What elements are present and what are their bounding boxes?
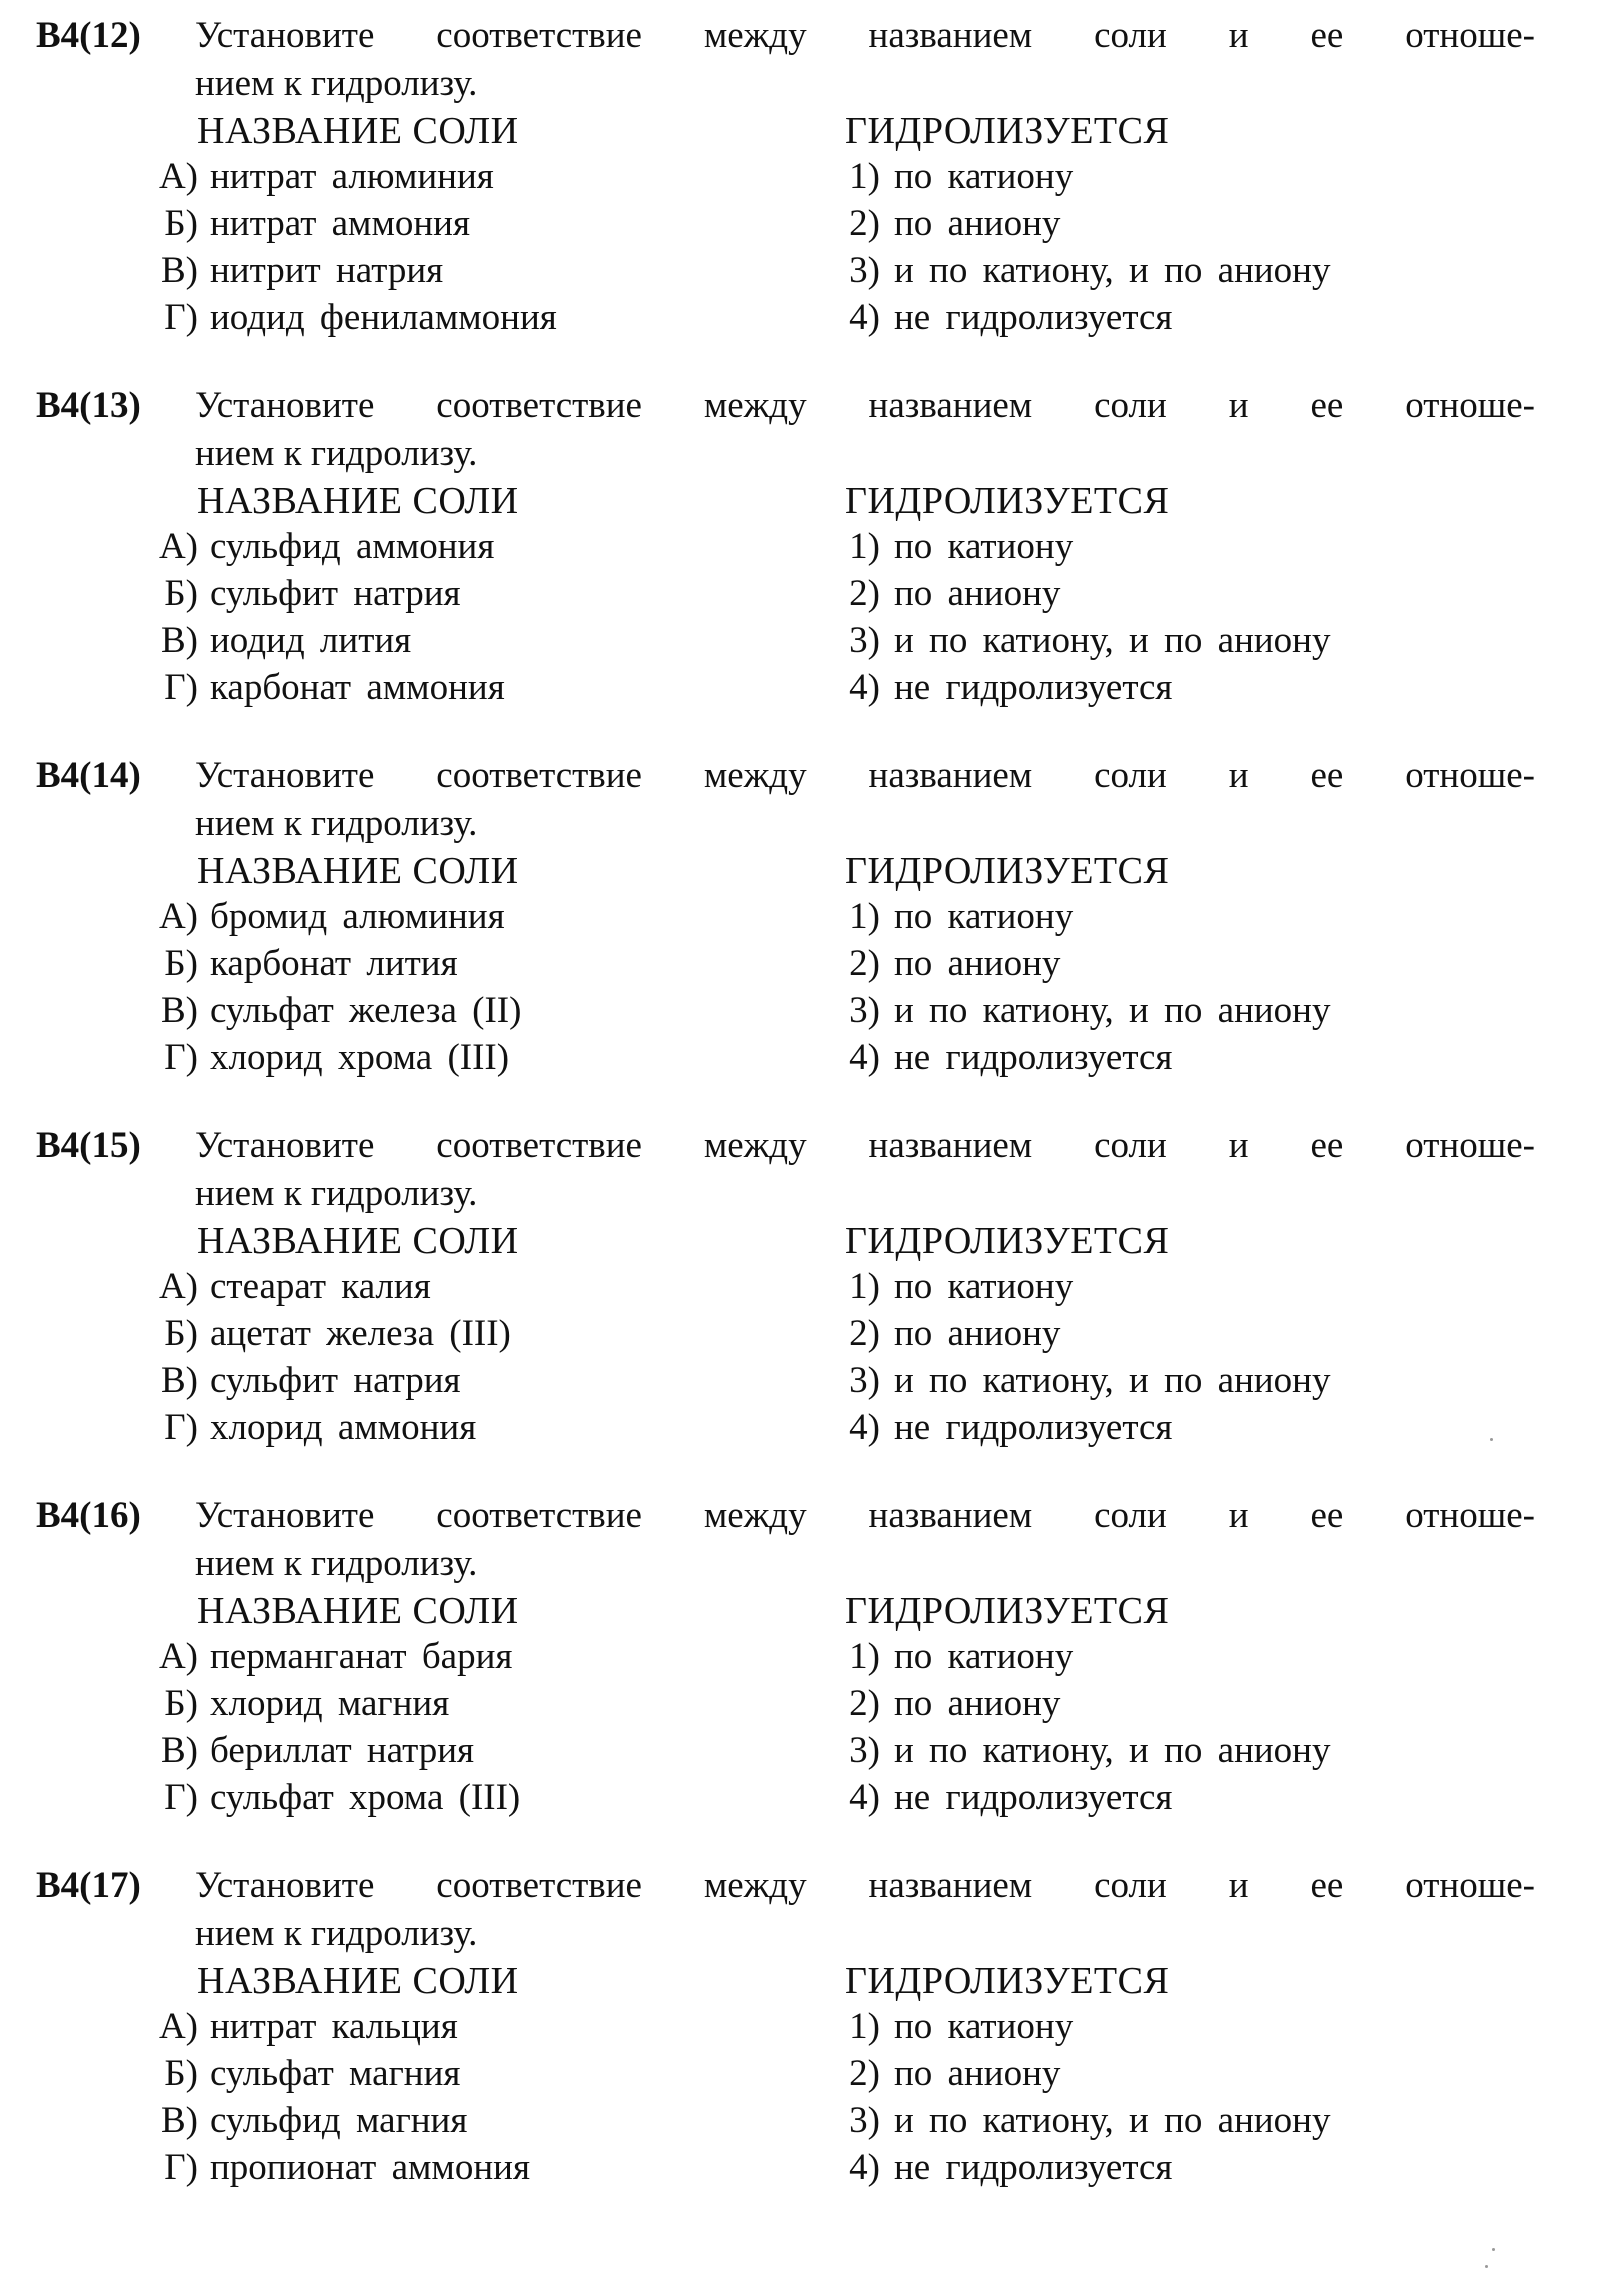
- statement-word: между: [703, 1865, 807, 1906]
- salt-name: сульфит натрия: [210, 573, 461, 614]
- statement-word: Установите: [195, 15, 375, 56]
- task-statement: [195, 1862, 1535, 1958]
- salt-name-column-header: НАЗВАНИЕ СОЛИ: [197, 480, 519, 522]
- task-statement-line-2: нием к гидролизу.: [195, 1173, 478, 1214]
- task-statement: [195, 1492, 1535, 1588]
- hydrolysis-option: [780, 1633, 1073, 1680]
- task-statement-line-2: нием к гидролизу.: [195, 1913, 478, 1954]
- salt-name-column-header: НАЗВАНИЕ СОЛИ: [197, 1220, 519, 1262]
- task-block: [0, 0, 1599, 372]
- hydrolysis-option: [780, 570, 1060, 617]
- option-number: 1): [849, 896, 880, 937]
- salt-name: стеарат калия: [210, 1266, 431, 1307]
- statement-word: соответствие: [436, 15, 642, 56]
- hydrolysis-option: [780, 2097, 1330, 2144]
- salt-option: [128, 294, 557, 341]
- option-letter: В): [161, 2100, 198, 2141]
- salt-option: [128, 1034, 509, 1081]
- salt-option: [128, 1727, 474, 1774]
- statement-word: и: [1228, 15, 1249, 56]
- task-block: [0, 370, 1599, 742]
- statement-word: отноше-: [1405, 1125, 1535, 1166]
- salt-option: [128, 200, 470, 247]
- task-block: [0, 1110, 1599, 1482]
- option-number: 3): [849, 990, 880, 1031]
- task-statement: [195, 12, 1535, 108]
- option-number: 4): [849, 1777, 880, 1818]
- option-letter: Г): [164, 1777, 198, 1818]
- statement-word: названием: [868, 1495, 1033, 1536]
- statement-word: соответствие: [436, 1125, 642, 1166]
- hydrolysis-type: и по катиону, и по аниону: [894, 1360, 1331, 1401]
- option-letter: Б): [164, 2053, 198, 2094]
- hydrolysis-column-header: ГИДРОЛИЗУЕТСЯ: [845, 1220, 1170, 1262]
- statement-word: ее: [1310, 1125, 1344, 1166]
- hydrolysis-type: и по катиону, и по аниону: [894, 1730, 1331, 1771]
- salt-name: сульфид аммония: [210, 526, 495, 567]
- statement-word: между: [703, 1495, 807, 1536]
- hydrolysis-type: не гидролизуется: [894, 1777, 1173, 1818]
- hydrolysis-option: [780, 523, 1073, 570]
- hydrolysis-type: по катиону: [894, 526, 1074, 567]
- task-statement-line-1: [195, 382, 1535, 430]
- task-statement-line-2: нием к гидролизу.: [195, 63, 478, 104]
- salt-option: [128, 247, 443, 294]
- hydrolysis-type: по катиону: [894, 156, 1074, 197]
- salt-option: [128, 987, 521, 1034]
- hydrolysis-type: не гидролизуется: [894, 297, 1173, 338]
- task-statement-line-2: нием к гидролизу.: [195, 433, 478, 474]
- hydrolysis-option: [780, 247, 1330, 294]
- salt-name-column-header: НАЗВАНИЕ СОЛИ: [197, 1590, 519, 1632]
- option-letter: Б): [164, 1313, 198, 1354]
- option-letter: Б): [164, 203, 198, 244]
- hydrolysis-option: [780, 940, 1060, 987]
- hydrolysis-type: по катиону: [894, 896, 1074, 937]
- hydrolysis-type: и по катиону, и по аниону: [894, 990, 1331, 1031]
- option-letter: А): [158, 896, 198, 937]
- option-letter: А): [158, 526, 198, 567]
- hydrolysis-option: [780, 1404, 1172, 1451]
- option-number: 3): [849, 1360, 880, 1401]
- statement-word: между: [703, 755, 807, 796]
- statement-word: ее: [1310, 15, 1344, 56]
- statement-word: соли: [1094, 1865, 1167, 1906]
- statement-word: и: [1228, 755, 1249, 796]
- statement-word: между: [703, 1125, 807, 1166]
- statement-word: соли: [1094, 385, 1167, 426]
- statement-word: названием: [868, 1865, 1033, 1906]
- salt-option: [128, 2097, 467, 2144]
- task-block: [0, 1480, 1599, 1852]
- option-letter: Б): [164, 573, 198, 614]
- statement-word: названием: [868, 385, 1033, 426]
- task-statement-line-2: нием к гидролизу.: [195, 1543, 478, 1584]
- statement-word: названием: [868, 755, 1033, 796]
- statement-word: соответствие: [436, 755, 642, 796]
- option-letter: В): [161, 990, 198, 1031]
- task-number: B4(16): [36, 1495, 141, 1536]
- statement-word: ее: [1310, 385, 1344, 426]
- hydrolysis-option: [780, 1727, 1330, 1774]
- hydrolysis-option: [780, 987, 1330, 1034]
- hydrolysis-option: [780, 664, 1172, 711]
- option-number: 4): [849, 667, 880, 708]
- option-letter: А): [158, 2006, 198, 2047]
- salt-option: [128, 1633, 512, 1680]
- hydrolysis-option: [780, 617, 1330, 664]
- salt-option: [128, 1680, 449, 1727]
- salt-option: [128, 2050, 460, 2097]
- salt-name: иодид фениламмония: [210, 297, 557, 338]
- statement-word: ее: [1310, 1495, 1344, 1536]
- statement-word: соответствие: [436, 1865, 642, 1906]
- statement-word: между: [703, 15, 807, 56]
- option-number: 1): [849, 526, 880, 567]
- statement-word: отноше-: [1405, 1495, 1535, 1536]
- option-number: 1): [849, 2006, 880, 2047]
- option-letter: Г): [164, 1407, 198, 1448]
- salt-name: сульфат железа (II): [210, 990, 522, 1031]
- statement-word: названием: [868, 1125, 1033, 1166]
- task-number: B4(13): [36, 385, 141, 426]
- hydrolysis-type: и по катиону, и по аниону: [894, 250, 1331, 291]
- salt-option: [128, 617, 411, 664]
- hydrolysis-type: по аниону: [894, 1313, 1061, 1354]
- hydrolysis-type: по катиону: [894, 1636, 1074, 1677]
- salt-option: [128, 153, 494, 200]
- statement-word: и: [1228, 1495, 1249, 1536]
- salt-option: [128, 893, 505, 940]
- salt-option: [128, 2144, 530, 2191]
- hydrolysis-type: не гидролизуется: [894, 667, 1173, 708]
- salt-name: сульфат магния: [210, 2053, 461, 2094]
- task-statement-line-1: [195, 1492, 1535, 1540]
- salt-name: хлорид магния: [210, 1683, 450, 1724]
- hydrolysis-option: [780, 153, 1073, 200]
- salt-name: иодид лития: [210, 620, 412, 661]
- statement-word: Установите: [195, 755, 375, 796]
- option-number: 2): [849, 2053, 880, 2094]
- option-letter: А): [158, 1636, 198, 1677]
- task-statement-line-1: [195, 12, 1535, 60]
- statement-word: Установите: [195, 1125, 375, 1166]
- salt-option: [128, 1774, 520, 1821]
- salt-name: хлорид хрома (III): [210, 1037, 510, 1078]
- statement-word: Установите: [195, 1865, 375, 1906]
- hydrolysis-type: не гидролизуется: [894, 2147, 1173, 2188]
- hydrolysis-option: [780, 200, 1060, 247]
- salt-name: сульфат хрома (III): [210, 1777, 521, 1818]
- salt-option: [128, 2003, 458, 2050]
- salt-name: пропионат аммония: [210, 2147, 530, 2188]
- task-statement-line-1: [195, 1862, 1535, 1910]
- option-number: 3): [849, 620, 880, 661]
- statement-word: Установите: [195, 1495, 375, 1536]
- hydrolysis-type: по аниону: [894, 943, 1061, 984]
- task-number: B4(15): [36, 1125, 141, 1166]
- option-number: 4): [849, 297, 880, 338]
- option-number: 3): [849, 2100, 880, 2141]
- salt-name-column-header: НАЗВАНИЕ СОЛИ: [197, 1960, 519, 2002]
- hydrolysis-type: по катиону: [894, 2006, 1074, 2047]
- task-number: B4(12): [36, 15, 141, 56]
- option-number: 4): [849, 2147, 880, 2188]
- option-number: 2): [849, 1313, 880, 1354]
- salt-name: нитрат кальция: [210, 2006, 458, 2047]
- option-letter: Г): [164, 1037, 198, 1078]
- task-block: [0, 1850, 1599, 2222]
- task-statement: [195, 382, 1535, 478]
- hydrolysis-type: по аниону: [894, 2053, 1061, 2094]
- option-letter: В): [161, 250, 198, 291]
- statement-word: ее: [1310, 1865, 1344, 1906]
- option-number: 1): [849, 1266, 880, 1307]
- statement-word: соответствие: [436, 1495, 642, 1536]
- option-letter: Г): [164, 2147, 198, 2188]
- salt-option: [128, 1263, 431, 1310]
- task-number: B4(17): [36, 1865, 141, 1906]
- statement-word: и: [1228, 1865, 1249, 1906]
- hydrolysis-option: [780, 1774, 1172, 1821]
- task-statement-line-2: нием к гидролизу.: [195, 803, 478, 844]
- option-number: 2): [849, 573, 880, 614]
- option-number: 2): [849, 943, 880, 984]
- salt-option: [128, 570, 461, 617]
- salt-name: перманганат бария: [210, 1636, 513, 1677]
- hydrolysis-column-header: ГИДРОЛИЗУЕТСЯ: [845, 850, 1170, 892]
- task-block: [0, 740, 1599, 1112]
- salt-name: нитрит натрия: [210, 250, 444, 291]
- option-letter: Б): [164, 943, 198, 984]
- hydrolysis-type: по катиону: [894, 1266, 1074, 1307]
- option-letter: А): [158, 1266, 198, 1307]
- scan-speck: [1490, 1438, 1493, 1441]
- statement-word: ее: [1310, 755, 1344, 796]
- statement-word: отноше-: [1405, 1865, 1535, 1906]
- salt-option: [128, 940, 458, 987]
- hydrolysis-type: по аниону: [894, 1683, 1061, 1724]
- statement-word: соли: [1094, 755, 1167, 796]
- hydrolysis-option: [780, 2144, 1172, 2191]
- statement-word: названием: [868, 15, 1033, 56]
- salt-option: [128, 664, 505, 711]
- statement-word: соли: [1094, 1125, 1167, 1166]
- task-statement-line-1: [195, 1122, 1535, 1170]
- task-statement-line-1: [195, 752, 1535, 800]
- scan-speck: [1485, 2265, 1488, 2268]
- task-statement: [195, 1122, 1535, 1218]
- statement-word: отноше-: [1405, 755, 1535, 796]
- hydrolysis-column-header: ГИДРОЛИЗУЕТСЯ: [845, 1960, 1170, 2002]
- statement-word: и: [1228, 385, 1249, 426]
- hydrolysis-option: [780, 1310, 1060, 1357]
- statement-word: соответствие: [436, 385, 642, 426]
- hydrolysis-type: по аниону: [894, 203, 1061, 244]
- option-letter: В): [161, 1360, 198, 1401]
- task-statement: [195, 752, 1535, 848]
- option-letter: В): [161, 620, 198, 661]
- task-number: B4(14): [36, 755, 141, 796]
- salt-name: карбонат лития: [210, 943, 458, 984]
- salt-name: хлорид аммония: [210, 1407, 477, 1448]
- salt-option: [128, 1404, 476, 1451]
- hydrolysis-type: и по катиону, и по аниону: [894, 620, 1331, 661]
- hydrolysis-column-header: ГИДРОЛИЗУЕТСЯ: [845, 480, 1170, 522]
- option-letter: Г): [164, 297, 198, 338]
- scan-speck: [1492, 2248, 1495, 2251]
- option-number: 1): [849, 1636, 880, 1677]
- option-number: 2): [849, 1683, 880, 1724]
- option-number: 4): [849, 1037, 880, 1078]
- hydrolysis-option: [780, 1680, 1060, 1727]
- hydrolysis-option: [780, 1357, 1330, 1404]
- salt-name: сульфид магния: [210, 2100, 468, 2141]
- salt-name-column-header: НАЗВАНИЕ СОЛИ: [197, 110, 519, 152]
- hydrolysis-option: [780, 1263, 1073, 1310]
- salt-name-column-header: НАЗВАНИЕ СОЛИ: [197, 850, 519, 892]
- option-letter: Г): [164, 667, 198, 708]
- option-number: 3): [849, 1730, 880, 1771]
- salt-name: бериллат натрия: [210, 1730, 475, 1771]
- salt-name: ацетат железа (III): [210, 1313, 511, 1354]
- salt-name: нитрат аммония: [210, 203, 470, 244]
- hydrolysis-type: и по катиону, и по аниону: [894, 2100, 1331, 2141]
- option-number: 1): [849, 156, 880, 197]
- salt-name: бромид алюминия: [210, 896, 505, 937]
- hydrolysis-column-header: ГИДРОЛИЗУЕТСЯ: [845, 110, 1170, 152]
- statement-word: Установите: [195, 385, 375, 426]
- option-number: 4): [849, 1407, 880, 1448]
- option-letter: В): [161, 1730, 198, 1771]
- statement-word: между: [703, 385, 807, 426]
- option-letter: А): [158, 156, 198, 197]
- hydrolysis-option: [780, 2003, 1073, 2050]
- hydrolysis-option: [780, 294, 1172, 341]
- hydrolysis-type: не гидролизуется: [894, 1037, 1173, 1078]
- salt-option: [128, 1310, 511, 1357]
- statement-word: и: [1228, 1125, 1249, 1166]
- salt-name: карбонат аммония: [210, 667, 505, 708]
- statement-word: отноше-: [1405, 15, 1535, 56]
- option-letter: Б): [164, 1683, 198, 1724]
- option-number: 3): [849, 250, 880, 291]
- hydrolysis-column-header: ГИДРОЛИЗУЕТСЯ: [845, 1590, 1170, 1632]
- statement-word: соли: [1094, 15, 1167, 56]
- hydrolysis-type: не гидролизуется: [894, 1407, 1173, 1448]
- statement-word: соли: [1094, 1495, 1167, 1536]
- salt-name: сульфит натрия: [210, 1360, 461, 1401]
- hydrolysis-option: [780, 893, 1073, 940]
- salt-option: [128, 523, 494, 570]
- salt-name: нитрат алюминия: [210, 156, 494, 197]
- statement-word: отноше-: [1405, 385, 1535, 426]
- hydrolysis-option: [780, 1034, 1172, 1081]
- hydrolysis-option: [780, 2050, 1060, 2097]
- hydrolysis-type: по аниону: [894, 573, 1061, 614]
- salt-option: [128, 1357, 461, 1404]
- option-number: 2): [849, 203, 880, 244]
